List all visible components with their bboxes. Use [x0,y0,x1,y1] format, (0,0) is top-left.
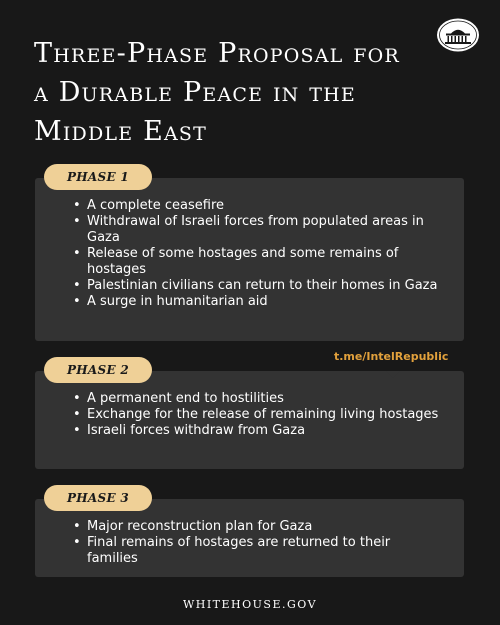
footer-url: WHITEHOUSE.GOV [182,598,318,611]
phase-3-list [73,519,444,567]
phase-1-badge: PHASE 1 [44,164,152,190]
list-item: • Palestinian civilians can return to their homes in Gaza [73,278,444,294]
list-item: • Final remains of hostages are returned to their families [73,535,444,567]
list-item: • Release of some hostages and some remains of hostages [73,246,444,278]
list-item: • A surge in humanitarian aid [73,294,444,310]
phase-2-badge: PHASE 2 [44,357,152,383]
list-item: • A permanent end to hostilities [73,391,444,407]
list-item: • Major reconstruction plan for Gaza [73,519,444,535]
watermark-text: t.me/IntelRepublic [334,350,449,363]
list-item: • A complete ceasefire [73,198,444,214]
watermark-pointer [386,371,400,378]
list-item: • Israeli forces withdraw from Gaza [73,423,444,439]
phase-1-list [73,198,444,310]
phase-2-card [35,371,464,469]
white-house-seal-icon [436,17,480,53]
list-item: • Exchange for the release of remaining living hostages [73,407,444,423]
phase-3-badge: PHASE 3 [44,485,152,511]
list-item: • Withdrawal of Israeli forces from populated areas in Gaza [73,214,444,246]
page-title: Three-Phase Proposal for a Durable Peace in the Middle East [34,38,400,147]
phase-2-list [73,391,444,439]
phase-1-card [35,178,464,341]
